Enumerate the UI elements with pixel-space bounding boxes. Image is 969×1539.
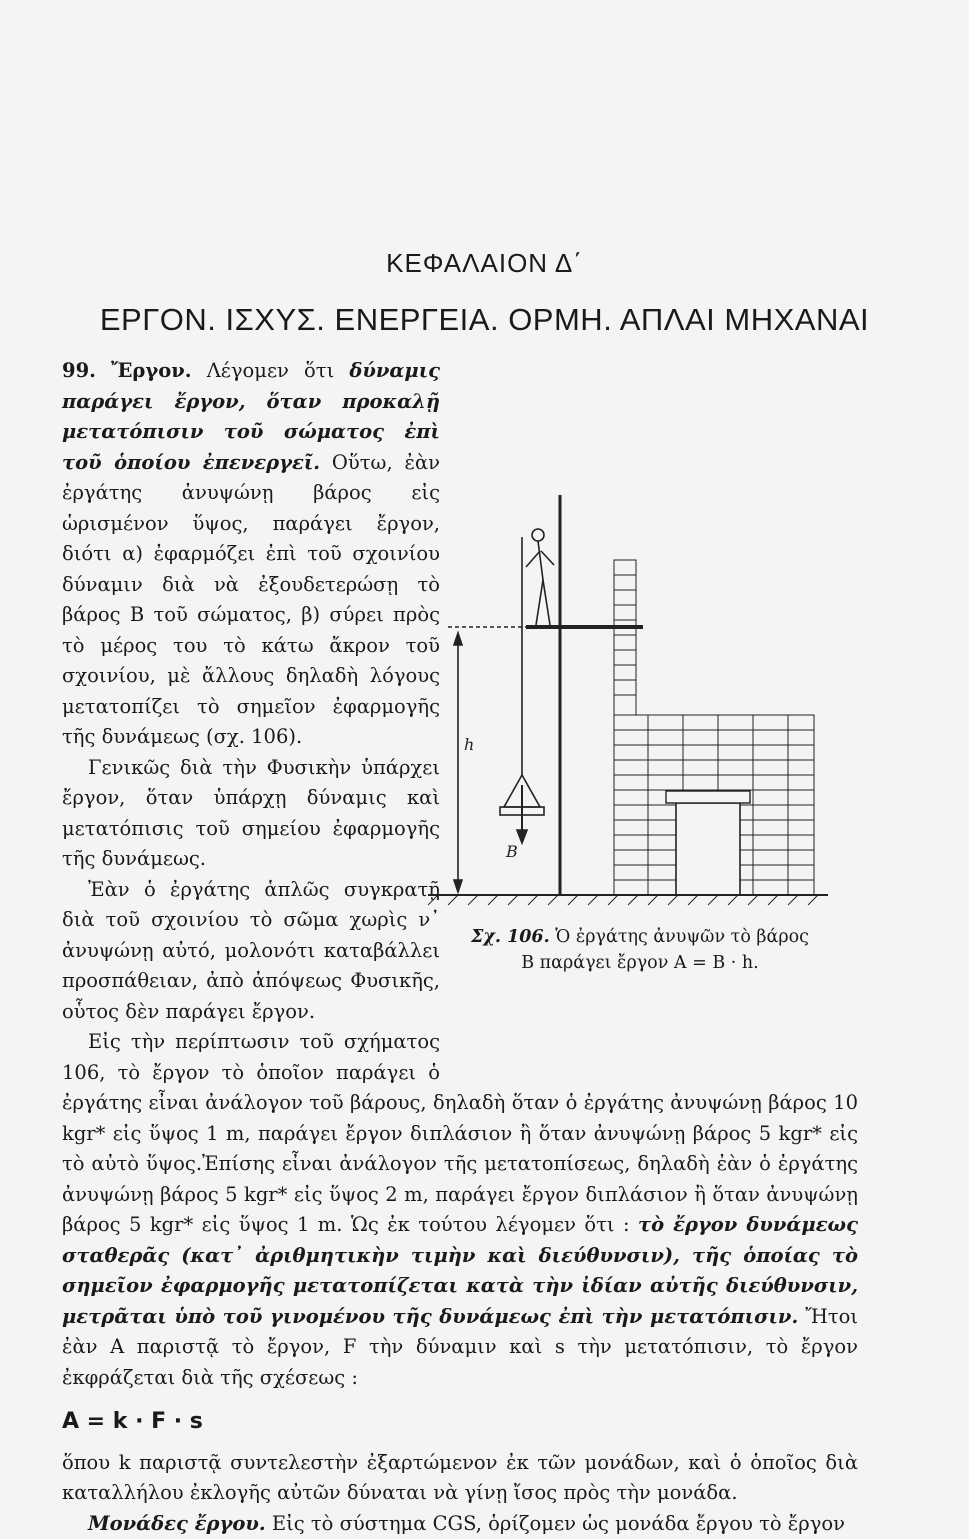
law-rest: Ἤτοι ἐὰν Α παριστᾷ τὸ ἔργον, F τὴν δύναμιν καὶ s τὴν μετατόπισιν, τὸ ἔργον ἐκφράζεται διὰ τῆς σχέσεως : bbox=[62, 1305, 858, 1389]
door-lintel bbox=[666, 791, 750, 803]
caption-line-1 bbox=[440, 924, 840, 950]
case-rest: Ἐπίσης εἶναι ἀνάλογον τῆς μετατοπίσεως, δηλαδὴ ἐὰν ὁ ἐργάτης ἀνυψώνῃ βάρος 5 kgr* εἰς ὕψος 2 m, παράγει ἔργον διπλάσιον ἢ ὅταν ἀνυψώνῃ βάρος 5 kgr* εἰς ὕψος 1 m. Ὡς ἐκ τούτου λέγομεν ὅτι : bbox=[62, 1152, 858, 1236]
caption-label: Σχ. 106. bbox=[471, 927, 550, 947]
units-text: Εἰς τὸ σύστημα CGS, ὁρίζομεν ὡς μονάδα ἔργου τὸ ἔργον bbox=[266, 1512, 845, 1535]
ground-hatching bbox=[428, 895, 818, 905]
section-number: 99. bbox=[62, 359, 96, 382]
section-heading: Ἔργον. bbox=[111, 359, 192, 382]
figure-label-B: B bbox=[505, 842, 518, 861]
figure-caption bbox=[440, 924, 840, 976]
paragraph-holding: Ἐὰν ὁ ἐργάτης ἁπλῶς συγκρατῇ διὰ τοῦ σχοινίου τὸ σῶμα χωρὶς ν᾿ ἀνυψώνῃ αὐτό, μολονότι καταβάλλει προσπάθειαν, ἀπὸ ἀπόψεως Φυσικῆς, οὗτος δὲν παράγει ἔργον. bbox=[62, 875, 858, 1028]
intro-plain: Λέγομεν ὅτι bbox=[192, 359, 350, 382]
worker-figure bbox=[526, 529, 554, 625]
case-text: Εἰς τὴν περίπτωσιν τοῦ σχήματος 106, τὸ ἔργον τὸ ὁποῖον παράγει ὁ ἐργάτης εἶναι ἀνάλογον τοῦ βάρους, δηλαδὴ ὅταν ὁ ἐργάτης ἀνυψώνῃ βάρος 10 kgr* εἰς ὕψος 1 m, παράγει ἔργον διπλάσιον ἢ ὅταν ἀνυψώνῃ βάρος 5 kgr* εἰς τὸ αὐτὸ ὕψος. bbox=[62, 1030, 858, 1175]
figure-label-h: h bbox=[464, 735, 474, 754]
work-law: τὸ ἔργον δυνάμεως σταθερᾶς (κατ᾿ ἀριθμητικὴν τιμὴν καὶ διεύθυνσιν), τῆς ὁποίας τὸ σημεῖον ἐφαρμογῆς μετατοπίζεται κατὰ τὴν ἰδίαν αὐτῆς διεύθυνσιν, μετρᾶται ὑπὸ τοῦ γινομένου τῆς δυνάμεως ἐπὶ τὴν μετατόπισιν. bbox=[62, 1213, 858, 1328]
chapter-title: ΕΡΓΟΝ. ΙΣΧΥΣ. ΕΝΕΡΓΕΙΑ. ΟΡΜΗ. ΑΠΛΑΙ ΜΗΧΑΝΑΙ bbox=[0, 302, 969, 338]
height-arrow-bottom bbox=[454, 880, 462, 892]
door-opening bbox=[676, 803, 740, 895]
paragraph-units bbox=[62, 1509, 858, 1539]
caption-text-2: Β παράγει ἔργον Α = Β · h. bbox=[440, 950, 840, 976]
chimney bbox=[614, 560, 636, 715]
units-heading: Μονάδες ἔργου. bbox=[88, 1512, 266, 1535]
intro-rest: Οὕτω, ἐὰν ἐργάτης ἀνυψώνῃ βάρος εἰς ὡρισμένον ὕψος, παράγει ἔργον, διότι α) ἐφαρμόζει ἐπὶ τοῦ σχοινίου δύναμιν διὰ νὰ ἐξουδετερώσῃ τὸ βάρος Β τοῦ σώματος, β) σύρει πρὸς τὸ μέρος του τὸ κάτω ἄκρον τοῦ σχοινίου, μὲ ἄλλους δηλαδὴ λόγους μετατοπίζει τὸ σημεῖον ἐφαρμογῆς τῆς δυνάμεως (σχ. 106). bbox=[62, 451, 440, 749]
caption-text-1: Ὁ ἐργάτης ἀνυψῶν τὸ βάρος bbox=[550, 927, 809, 947]
weight-arrowhead bbox=[517, 830, 527, 843]
figure-106 bbox=[418, 485, 838, 915]
chapter-heading: ΚΕΦΑΛΑΙΟΝ Δ΄ bbox=[0, 248, 969, 279]
work-definition: δύναμις παράγει ἔργον, ὅταν προκαλῇ μετατόπισιν τοῦ σώματος ἐπὶ τοῦ ὁποίου ἐπενεργεῖ. bbox=[62, 359, 440, 474]
height-arrow-top bbox=[454, 633, 462, 645]
work-formula: A = k · F · s bbox=[62, 1407, 858, 1438]
paragraph-general: Γενικῶς διὰ τὴν Φυσικὴν ὑπάρχει ἔργον, ὅταν ὑπάρχῃ δύναμις καὶ μετατόπισις τοῦ σημείου ἐφαρμογῆς τῆς δυνάμεως. bbox=[62, 753, 858, 875]
paragraph-constant: ὅπου k παριστᾷ συντελεστὴν ἐξαρτώμενον ἐκ τῶν μονάδων, καὶ ὁ ὁποῖος διὰ καταλλήλου ἐκλογῆς αὐτῶν δύναται νὰ γίνῃ ἴσος πρὸς τὴν μονάδα. bbox=[62, 1448, 858, 1509]
